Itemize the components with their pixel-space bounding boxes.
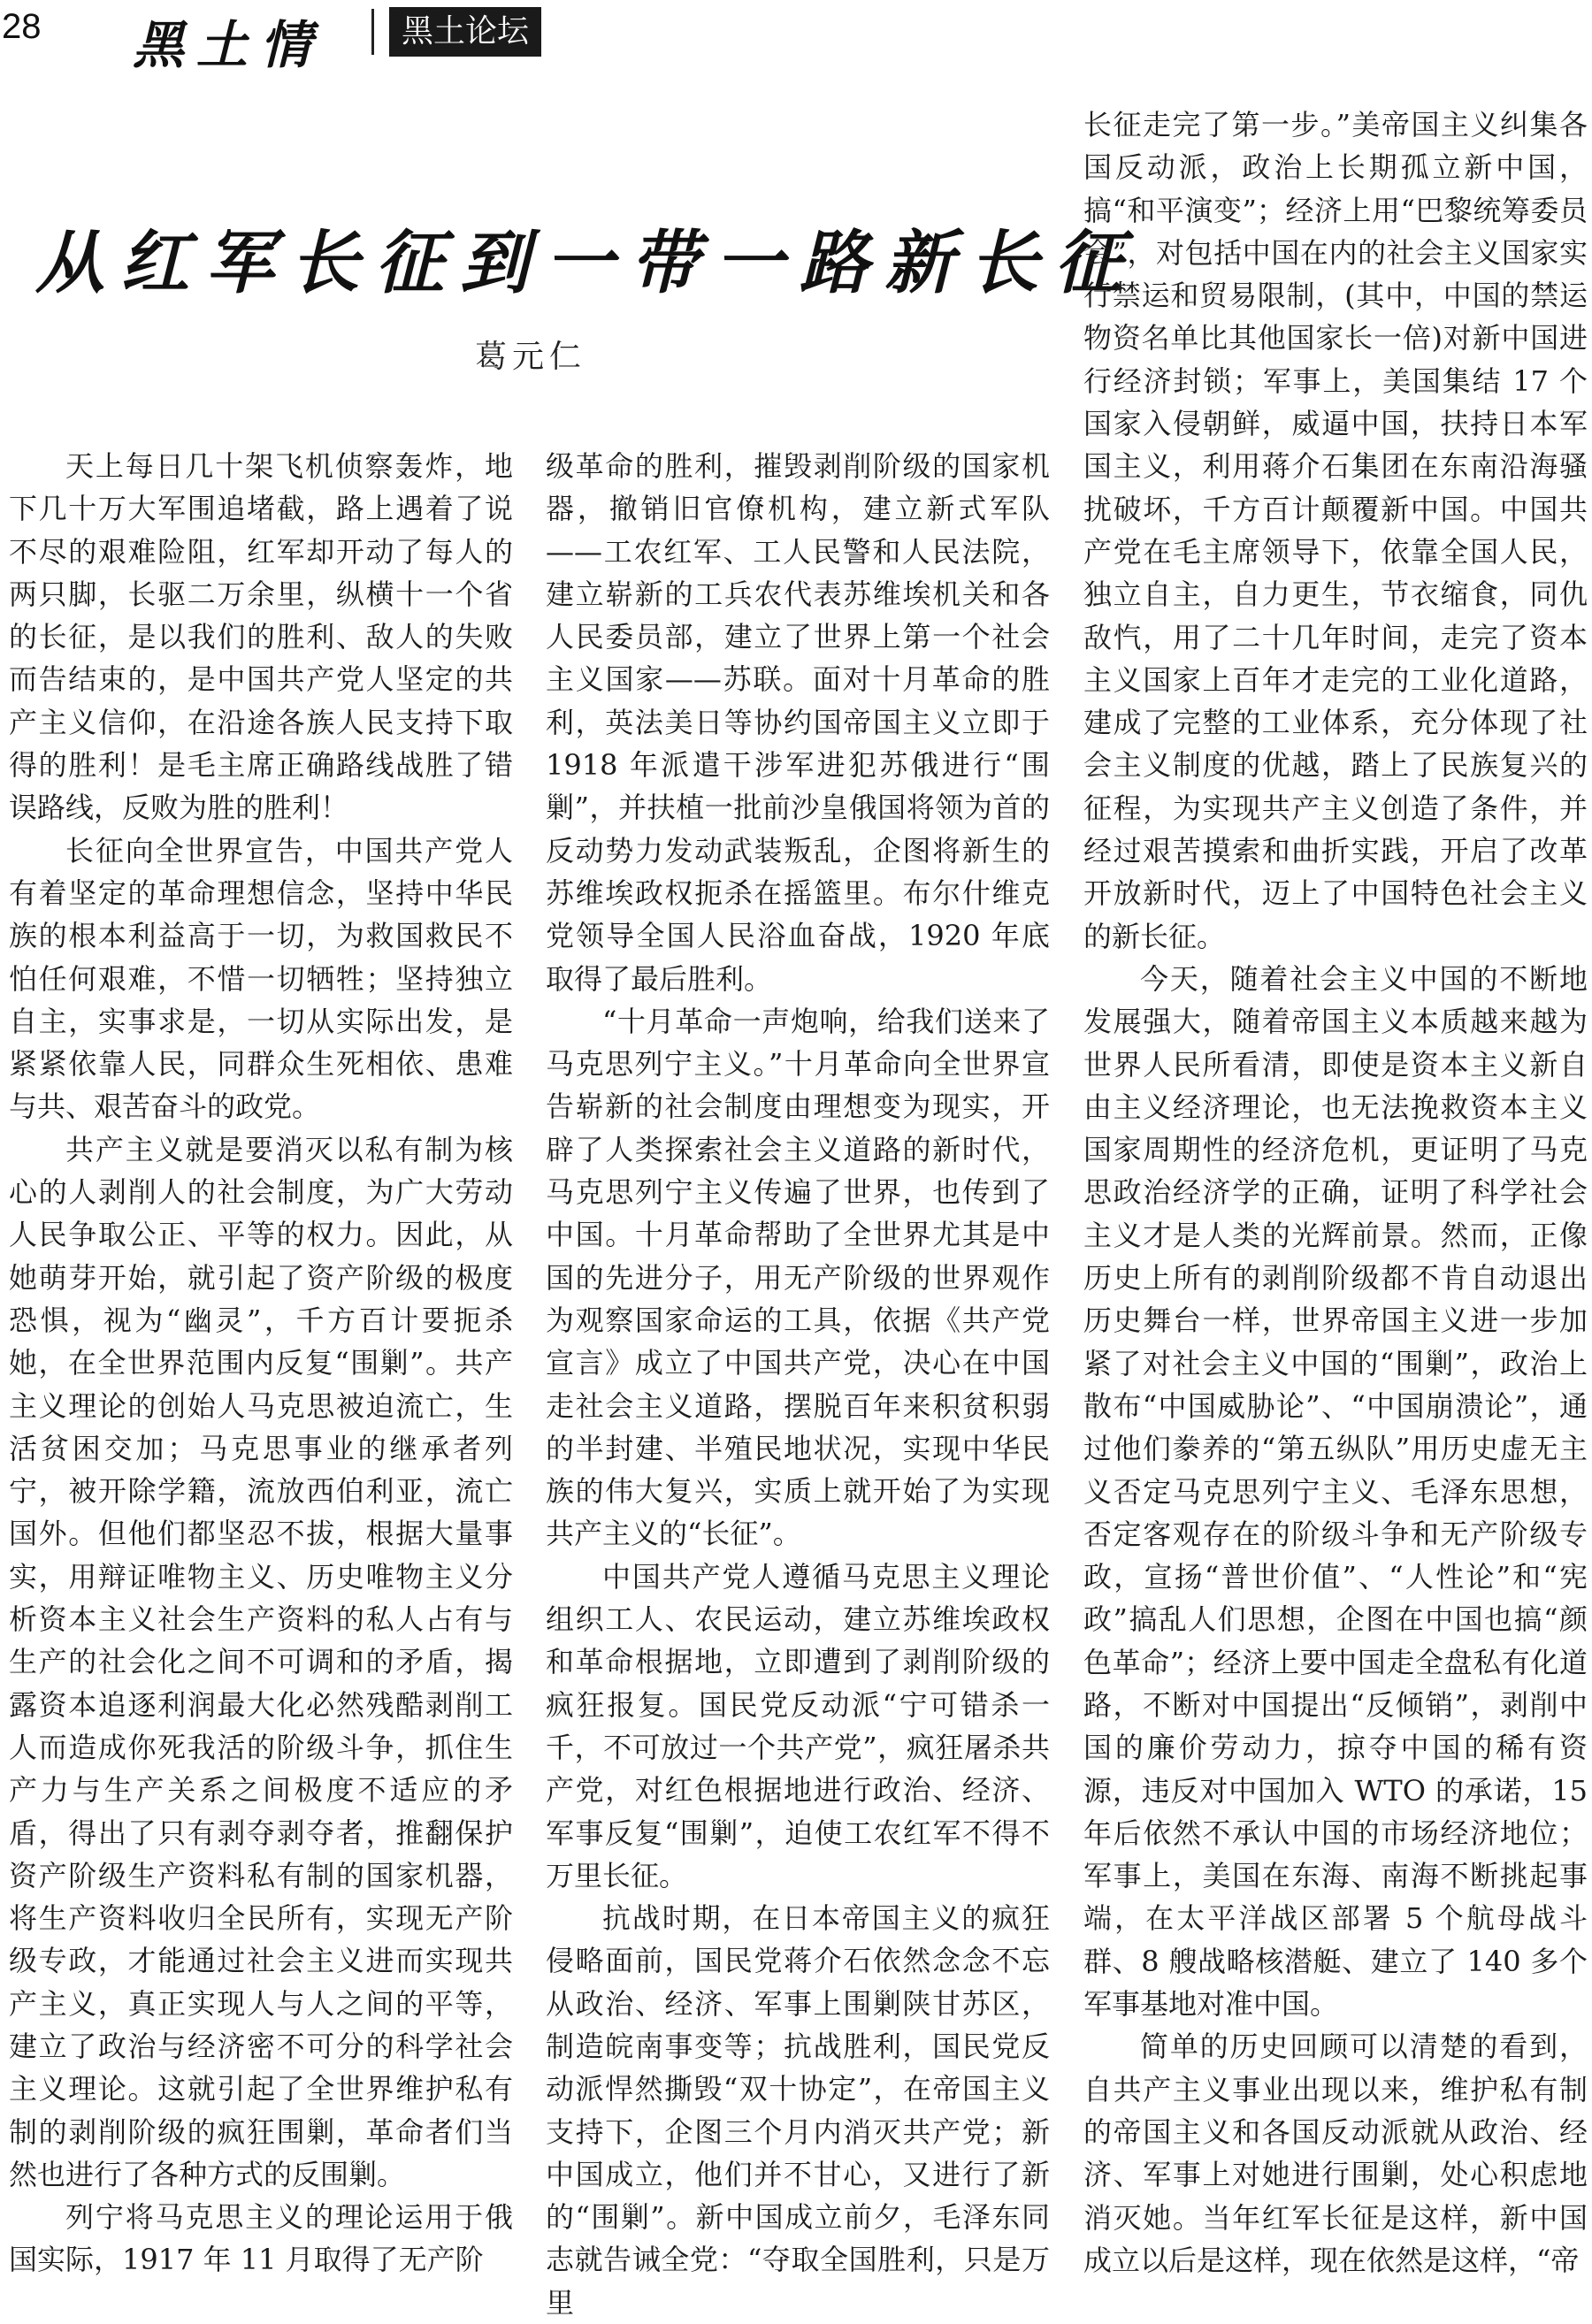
text-column-2 — [546, 445, 1050, 2320]
header-divider — [371, 9, 374, 55]
paragraph: 抗战时期，在日本帝国主义的疯狂侵略面前，国民党蒋介石依然念念不忘从政治、经济、军事上围剿陕甘苏区，制造皖南事变等；抗战胜利，国民党反动派悍然撕毁“双十协定”，在帝国主义支持下，企图三个月内消灭共产党；新中国成立，他们并不甘心，又进行了新的“围剿”。新中国成立前夕，毛泽东同志就告诫全党：“夺取全国胜利，只是万里 — [546, 1901, 1050, 2320]
section-label: 黑土论坛 — [389, 7, 541, 57]
paragraph: 共产主义就是要消灭以私有制为核心的人剥削人的社会制度，为广大劳动人民争取公正、平等的权力。因此，从她萌芽开始，就引起了资产阶级的极度恐惧，视为“幽灵”，千方百计要扼杀她，在全世界范围内反复“围剿”。共产主义理论的创始人马克思被迫流亡，生活贫困交加；马克思事业的继承者列宁，被开除学籍，流放西伯利亚，流亡国外。但他们都坚忍不拔，根据大量事实，用辩证唯物主义、历史唯物主义分析资本主义社会生产资料的私人占有与生产的社会化之间不可调和的矛盾，揭露资本追逐利润最大化必然残酷剥削工人而造成你死我活的阶级斗争，抓住生产力与生产关系之间极度不适应的矛盾，得出了只有剥夺剥夺者，推翻保护资产阶级生产资料私有制的国家机器，将生产资料收归全民所有，实现无产阶级专政，才能通过社会主义进而实现共产主义，真正实现人与人之间的平等，建立了政治与经济密不可分的科学社会主义理论。这就引起了全世界维护私有制的剥削阶级的疯狂围剿，革命者们当然也进行了各种方式的反围剿。 — [9, 1132, 513, 2191]
paragraph: “十月革命一声炮响，给我们送来了马克思列宁主义。”十月革命向全世界宣告崭新的社会制度由理想变为现实，开辟了人类探索社会主义道路的新时代，马克思列宁主义传遍了世界，也传到了中国。十月革命帮助了全世界尤其是中国的先进分子，用无产阶级的世界观作为观察国家命运的工具，依据《共产党宣言》成立了中国共产党，决心在中国走社会主义道路，摆脱百年来积贫积弱的半封建、半殖民地状况，实现中华民族的伟大复兴，实质上就开始了为实现共产主义的“长征”。 — [546, 1004, 1050, 1551]
page-number: 28 — [2, 7, 42, 46]
paragraph: 中国共产党人遵循马克思主义理论组织工人、农民运动，建立苏维埃政权和革命根据地，立即遭到了剥削阶级的疯狂报复。国民党反动派“宁可错杀一千，不可放过一个共产党”，疯狂屠杀共产党，对红色根据地进行政治、经济、军事反复“围剿”，迫使工农红军不得不万里长征。 — [546, 1559, 1050, 1892]
article-title: 从红军长征到一带一路新长征 — [35, 223, 1140, 303]
paragraph: 长征走完了第一步。”美帝国主义纠集各国反动派，政治上长期孤立新中国，搞“和平演变”；经济上用“巴黎统筹委员会”，对包括中国在内的社会主义国家实行禁运和贸易限制，(其中，中国的禁运物资名单比其他国家长一倍)对新中国进行经济封锁；军事上，美国集结 17 个国家入侵朝鲜，威逼中国，扶持日本军国主义，利用蒋介石集团在东南沿海骚扰破坏，千方百计颠覆新中国。中国共产党在毛主席领导下，依靠全国人民，独立自主，自力更生，节衣缩食，同仇敌忾，用了二十几年时间，走完了资本主义国家上百年才走完的工业化道路，建成了完整的工业体系，充分体现了社会主义制度的优越，踏上了民族复兴的征程，为实现共产主义创造了条件，并经过艰苦摸索和曲折实践，开启了改革开放新时代，迈上了中国特色社会主义的新长征。 — [1083, 108, 1588, 953]
text-column-3 — [1083, 103, 1588, 2284]
page-header — [0, 0, 566, 75]
paragraph: 简单的历史回顾可以清楚的看到，自共产主义事业出现以来，维护私有制的帝国主义和各国反动派就从政治、经济、军事上对她进行围剿，处心积虑地消灭她。当年红军长征是这样，新中国成立以后是这样，现在依然是这样，“帝 — [1083, 2030, 1588, 2277]
paragraph: 级革命的胜利，摧毁剥削阶级的国家机器，撤销旧官僚机构，建立新式军队——工农红军、工人民警和人民法院，建立崭新的工兵农代表苏维埃机关和各人民委员部，建立了世界上第一个社会主义国家——苏联。面对十月革命的胜利，英法美日等协约国帝国主义立即于 1918 年派遣干涉军进犯苏俄进行“围剿”，并扶植一批前沙皇俄国将领为首的反动势力发动武装叛乱，企图将新生的苏维埃政权扼杀在摇篮里。布尔什维克党领导全国人民浴血奋战，1920 年底取得了最后胜利。 — [546, 449, 1050, 996]
magazine-title: 黑土情 — [133, 15, 325, 75]
text-column-1 — [9, 445, 513, 2284]
paragraph: 天上每日几十架飞机侦察轰炸，地下几十万大军围追堵截，路上遇着了说不尽的艰难险阻，红军却开动了每人的两只脚，长驱二万余里，纵横十一个省的长征，是以我们的胜利、敌人的失败而告结束的，是中国共产党人坚定的共产主义信仰，在沿途各族人民支持下取得的胜利！是毛主席正确路线战胜了错误路线，反败为胜的胜利！ — [9, 449, 513, 825]
paragraph: 今天，随着社会主义中国的不断地发展强大，随着帝国主义本质越来越为世界人民所看清，即使是资本主义新自由主义经济理论，也无法挽救资本主义国家周期性的经济危机，更证明了马克思政治经济学的正确，证明了科学社会主义才是人类的光辉前景。然而，正像历史上所有的剥削阶级都不肯自动退出历史舞台一样，世界帝国主义进一步加紧了对社会主义中国的“围剿”，政治上散布“中国威胁论”、“中国崩溃论”，通过他们豢养的“第五纵队”用历史虚无主义否定马克思列宁主义、毛泽东思想，否定客观存在的阶级斗争和无产阶级专政，宣扬“普世价值”、“人性论”和“宪政”搞乱人们思想，企图在中国也搞“颜色革命”；经济上要中国走全盘私有化道路，不断对中国提出“反倾销”，剥削中国的廉价劳动力，掠夺中国的稀有资源，违反对中国加入 WTO 的承诺，15 年后依然不承认中国的市场经济地位；军事上，美国在东海、南海不断挑起事端，在太平洋战区部署 5 个航母战斗群、8 艘战略核潜艇、建立了 140 多个军事基地对准中国。 — [1083, 961, 1588, 2022]
paragraph: 列宁将马克思主义的理论运用于俄国实际，1917 年 11 月取得了无产阶 — [9, 2200, 513, 2277]
article-author: 葛元仁 — [474, 339, 586, 375]
paragraph: 长征向全世界宣告，中国共产党人有着坚定的革命理想信念，坚持中华民族的根本利益高于一切，为救国救民不怕任何艰难，不惜一切牺牲；坚持独立自主，实事求是，一切从实际出发，是紧紧依靠人民，同群众生死相依、患难与共、艰苦奋斗的政党。 — [9, 833, 513, 1124]
